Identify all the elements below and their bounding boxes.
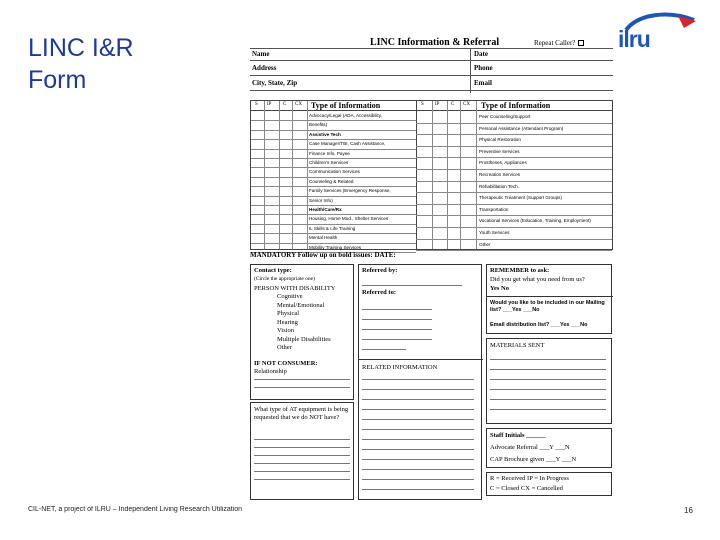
disability-type: Mental/Emotional (277, 301, 325, 309)
related-information-label: RELATED INFORMATION (362, 364, 438, 371)
col-c-left: C (283, 102, 287, 107)
cap-brochure: CAP Brochure given ___Y ___N (490, 456, 577, 463)
linc-ir-form (248, 36, 616, 500)
header-row-address (250, 63, 613, 76)
type-heading-left: Type of Information (311, 101, 381, 110)
disability-type: Multiple Disabilities (277, 335, 331, 343)
right-info-item: Recreation Services (479, 172, 521, 177)
right-info-item: Other (479, 241, 491, 247)
col-cx-left: CX (295, 102, 302, 107)
referral-box (358, 264, 482, 500)
type-of-information-grid (250, 100, 613, 250)
left-info-item: Advocacy/Legal (ADA, Accessibility, (309, 113, 382, 118)
slide-title (28, 32, 134, 96)
person-with-disability: PERSON WITH DISABILITY (254, 285, 336, 292)
email-label: Email (474, 79, 492, 87)
status-legend-box (486, 472, 612, 496)
referred-to-label: Referred to: (362, 289, 396, 296)
email-distribution-question: Email distribution list? ___Yes ___No (490, 322, 588, 328)
remember-title: REMEMBER to ask: (490, 267, 550, 274)
left-info-item: Finance Info, Payee (309, 150, 350, 156)
slide-title-line-1: LINC I&R (28, 34, 134, 62)
right-info-item: Physical Restoration (479, 137, 521, 143)
col-s-right: S (421, 102, 424, 107)
header-row-city (250, 78, 613, 91)
left-info-item: Family Services (Emergency Response, (309, 188, 391, 194)
type-heading-right: Type of Information (481, 101, 551, 110)
date-label: Date (474, 50, 488, 58)
right-info-item: Preventive Services (479, 148, 520, 154)
remember-box (486, 264, 612, 334)
left-info-item: Housing, Home Mod., Shelter Services (309, 216, 389, 222)
materials-sent-label: MATERIALS SENT (490, 342, 545, 349)
header-divider (470, 48, 471, 93)
left-info-item: Case Manager/TBI, Cash Assistance, (309, 141, 386, 147)
not-consumer-label: IF NOT CONSUMER: (254, 360, 318, 367)
phone-label: Phone (474, 64, 493, 72)
right-info-item: Peer Counseling/Support (479, 114, 531, 119)
form-title: LINC Information & Referral (370, 37, 500, 48)
right-info-item: Therapeutic Treatment (Support Groups) (479, 195, 562, 201)
right-info-item: Transportation (479, 206, 509, 212)
advocate-referral: Advocate Referral ___Y ___N (490, 444, 570, 451)
ilru-logo (618, 10, 700, 56)
contact-type-instruction: (Circle the appropriate one) (254, 276, 315, 282)
left-info-item: Mental Health (309, 235, 338, 241)
repeat-caller-checkbox[interactable] (578, 40, 584, 46)
disability-type: Physical (277, 310, 300, 317)
left-info-item: Assistive Tech (309, 131, 341, 137)
left-info-item: Counseling & Related (309, 178, 354, 184)
legend-line-1: R = Received IP = In Progress (490, 475, 569, 482)
at-equipment-box (250, 402, 354, 500)
left-info-item: IL Skills & Life Training (309, 225, 356, 231)
legend-line-2: C = Closed CX = Cancelled (490, 485, 563, 492)
city-label: City, State, Zip (252, 79, 298, 87)
col-c-right: C (451, 102, 455, 107)
staff-box (486, 428, 612, 468)
logo-text: ilru (618, 26, 650, 52)
mailing-list-question: Would you like to be included in our Mailing list? ___Yes ___No (490, 300, 605, 313)
staff-initials: Staff Initials ______ (490, 432, 546, 439)
relationship-label: Relationship (254, 368, 287, 375)
col-s-left: S (255, 102, 258, 107)
left-info-item: Health/Care/Rx (309, 207, 342, 212)
page-number: 16 (684, 506, 693, 515)
contact-type-box (250, 264, 354, 400)
col-ip-left: IP (267, 102, 272, 107)
right-info-item: Prostheses, Appliances (479, 160, 527, 166)
mandatory-follow-up: MANDATORY Follow up on bold issues: DATE: (250, 251, 396, 259)
remember-question: Did you get what you need from us? (490, 276, 585, 283)
col-cx-right: CX (463, 102, 470, 107)
header-row-name (250, 48, 613, 61)
name-label: Name (252, 50, 270, 58)
left-info-item: Children's Services (309, 160, 349, 165)
referred-by-label: Referred by: (362, 267, 398, 274)
col-ip-right: IP (435, 102, 440, 107)
left-info-item: Benefits) (309, 122, 328, 128)
left-info-item: Senior Info) (309, 197, 333, 203)
materials-sent-box (486, 338, 612, 424)
contact-type-title: Contact type: (254, 267, 292, 274)
left-info-item: Communication Services (309, 169, 360, 175)
disability-type: Vision (277, 327, 294, 334)
right-info-item: Rehabilitation Tech. (479, 183, 520, 189)
disability-type: Other (277, 344, 292, 351)
right-info-item: Youth Services (479, 230, 510, 235)
slide-title-line-2: Form (28, 66, 87, 94)
left-info-item: Mobility Training Services (309, 244, 362, 250)
remember-yes-no: Yes No (490, 285, 509, 292)
disability-type: Cognitive (277, 293, 303, 300)
address-label: Address (252, 64, 277, 72)
footer-text: CIL-NET, a project of ILRU – Independent Living Research Utilization (28, 506, 242, 513)
right-info-item: Personal Assistance (Attendant Program) (479, 125, 564, 131)
right-info-item: Vocational Services (Education, Training, Employment) (479, 218, 591, 224)
at-question: What type of AT equipment is being requested that we do NOT have? (254, 406, 349, 421)
disability-type: Hearing (277, 318, 298, 326)
repeat-caller-field (534, 39, 584, 47)
repeat-caller-label: Repeat Caller? (534, 39, 576, 47)
